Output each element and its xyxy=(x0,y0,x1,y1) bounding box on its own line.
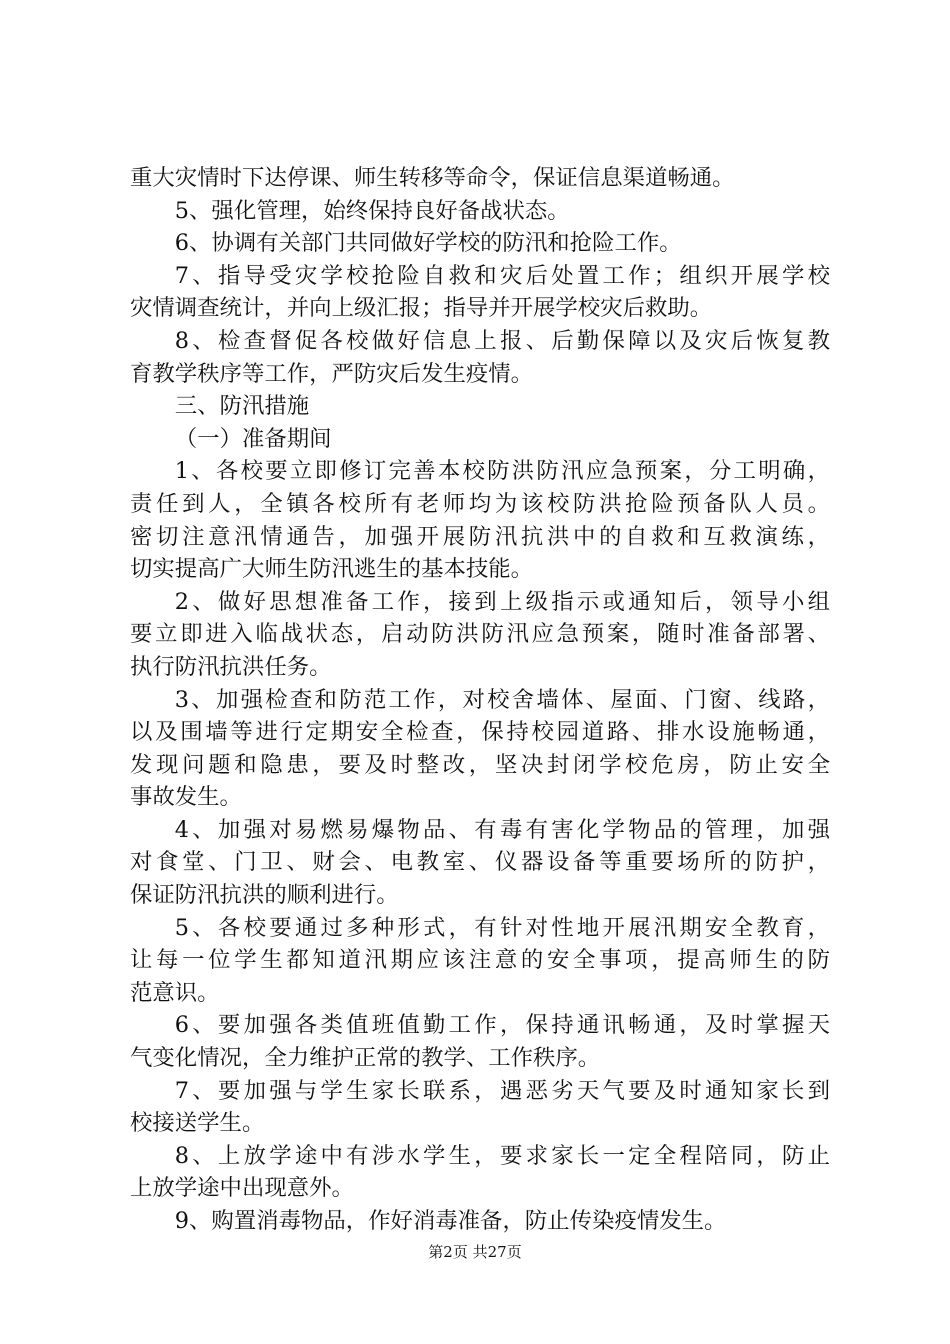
text-line: 育教学秩序等工作，严防灾后发生疫情。 xyxy=(130,360,534,387)
text-line: 重大灾情时下达停课、师生转移等命令，保证信息渠道畅通。 xyxy=(130,165,735,191)
text-line: 1、各校要立即修订完善本校防洪防汛应急预案，分工明确， xyxy=(174,458,830,485)
text-line: 4、加强对易燃易爆物品、有毒有害化学物品的管理，加强 xyxy=(174,816,830,843)
text-line: 对食堂、门卫、财会、电教室、仪器设备等重要场所的防护， xyxy=(130,849,830,876)
text-line: 5、各校要通过多种形式，有针对性地开展汛期安全教育， xyxy=(174,914,830,941)
text-line: 灾情调查统计，并向上级汇报；指导并开展学校灾后救助。 xyxy=(130,295,713,322)
text-line: 以及围墙等进行定期安全检查，保持校园道路、排水设施畅通， xyxy=(130,719,830,746)
text-line: 3、加强检查和防范工作，对校舍墙体、屋面、门窗、线路， xyxy=(174,686,830,713)
text-line: 要立即进入临战状态，启动防洪防汛应急预案，随时准备部署、 xyxy=(130,621,830,648)
text-line: 让每一位学生都知道汛期应该注意的安全事项，提高师生的防 xyxy=(130,947,830,974)
document-body xyxy=(130,162,830,1238)
text-line: 三、防汛措施 xyxy=(174,393,310,420)
text-line: 9、购置消毒物品，作好消毒准备，防止传染疫情发生。 xyxy=(174,1208,727,1234)
text-line: 7、指导受灾学校抢险自救和灾后处置工作；组织开展学校 xyxy=(174,262,830,289)
text-line: 发现问题和隐患，要及时整改，坚决封闭学校危房，防止安全 xyxy=(130,751,830,778)
text-line: 6、要加强各类值班值勤工作，保持通讯畅通，及时掌握天 xyxy=(174,1012,830,1039)
text-line: 密切注意汛情通告，加强开展防汛抗洪中的自救和互救演练， xyxy=(130,523,830,550)
text-line: 5、强化管理，始终保持良好备战状态。 xyxy=(174,197,570,224)
text-line: 2、做好思想准备工作，接到上级指示或通知后，领导小组 xyxy=(174,588,830,615)
page-footer: 第2页 共27页 xyxy=(428,1243,522,1261)
text-line: 切实提高广大师生防汛逃生的基本技能。 xyxy=(130,556,534,583)
text-line: 事故发生。 xyxy=(130,784,242,811)
text-line: （一）准备期间 xyxy=(174,425,332,452)
text-line: 8、上放学途中有涉水学生，要求家长一定全程陪同，防止 xyxy=(174,1142,830,1169)
text-line: 上放学途中出现意外。 xyxy=(130,1175,354,1202)
text-line: 保证防汛抗洪的顺利进行。 xyxy=(130,882,399,909)
text-line: 气变化情况，全力维护正常的教学、工作秩序。 xyxy=(130,1045,601,1072)
text-line: 责任到人，全镇各校所有老师均为该校防洪抢险预备队人员。 xyxy=(130,490,830,517)
text-line: 执行防汛抗洪任务。 xyxy=(130,653,332,680)
text-line: 7、要加强与学生家长联系，遇恶劣天气要及时通知家长到 xyxy=(174,1077,830,1104)
text-line: 校接送学生。 xyxy=(130,1110,265,1137)
text-line: 8、检查督促各校做好信息上报、后勤保障以及灾后恢复教 xyxy=(174,327,830,354)
text-line: 范意识。 xyxy=(130,979,220,1006)
text-line: 6、协调有关部门共同做好学校的防汛和抢险工作。 xyxy=(174,230,682,257)
